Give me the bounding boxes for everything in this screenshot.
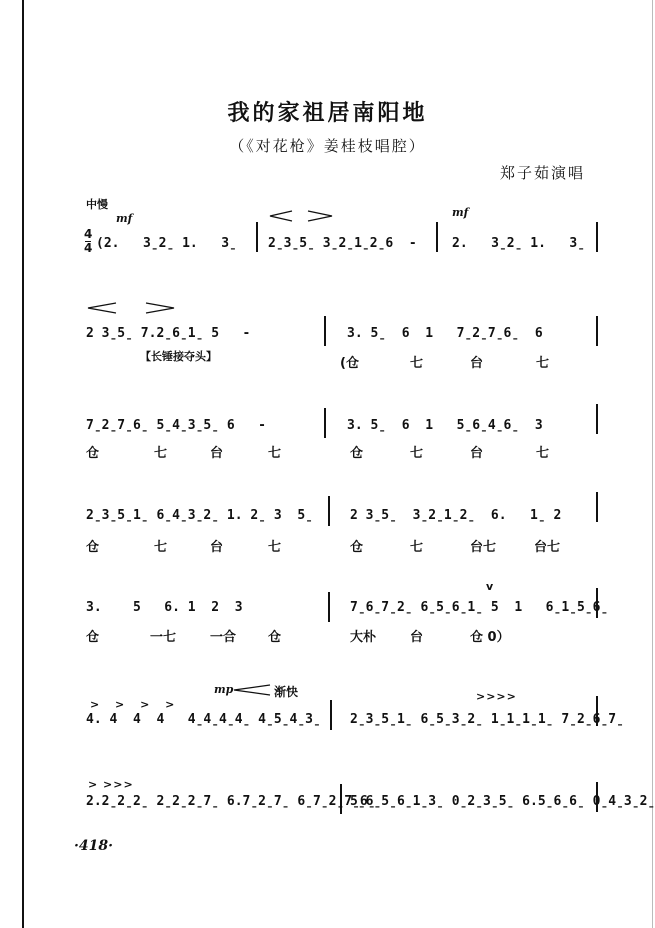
notation-row-7-b: 5̱6̱5̱6̱1̱3̱ 0̱2̱3̱5̱ 6.5̱6̱6̱ 0̱4̱3̱2̱ bbox=[350, 794, 655, 809]
barline-1c bbox=[596, 222, 598, 252]
percussion-syllable: 七 bbox=[154, 446, 168, 461]
percussion-syllable: 仓 bbox=[86, 446, 100, 461]
performer-credit: 郑子茹演唱 bbox=[499, 164, 585, 182]
percussion-syllable: 台 bbox=[470, 446, 484, 461]
percussion-syllable: 七 bbox=[536, 446, 550, 461]
barline-4a bbox=[328, 496, 330, 526]
barline-2b bbox=[596, 316, 598, 346]
percussion-syllable: 七 bbox=[268, 446, 282, 461]
barline-4b bbox=[596, 492, 598, 522]
percussion-syllable: 七 bbox=[536, 356, 550, 371]
percussion-syllable: 七 bbox=[410, 356, 424, 371]
notation-row-3-b: 3. 5̱ 6 1 5̱6̱4̱6̱ 3 bbox=[347, 418, 543, 433]
barline-3b bbox=[596, 404, 598, 434]
page-number: ·418· bbox=[74, 838, 113, 854]
barline-2a bbox=[324, 316, 326, 346]
percussion-syllable: 一合 bbox=[210, 630, 237, 645]
notation-row-2-b: 3. 5̱ 6 1 7̱2̱7̱6̱ 6 bbox=[347, 326, 543, 341]
percussion-syllable: 台七 bbox=[470, 540, 497, 555]
accent-marks-row7: > >>> bbox=[88, 778, 134, 791]
accent-marks-row6-b: >>>> bbox=[476, 690, 517, 703]
barline-1a bbox=[256, 222, 258, 252]
percussion-syllable: (仓 bbox=[340, 356, 359, 371]
percussion-syllable: 一七 bbox=[150, 630, 177, 645]
percussion-syllable: 七 bbox=[410, 540, 424, 555]
notation-row-6-a: 4. 4 4 4 4̱4̱4̱4̱ 4̱5̱4̱3̱ bbox=[86, 712, 321, 727]
percussion-syllable: 仓 0） bbox=[470, 630, 510, 645]
time-signature-bottom: 4 bbox=[84, 241, 93, 255]
notation-row-4-b: 2 3̱5̱ 3̱2̱1̱2̱ 6. 1̱ 2 bbox=[350, 508, 562, 523]
song-subtitle: （《对花枪》姜桂枝唱腔） bbox=[229, 137, 426, 155]
crescendo-decrescendo-2 bbox=[86, 302, 186, 314]
notation-row-5-a: 3. 5 6. 1 2 3 bbox=[86, 600, 243, 615]
percussion-syllable: 仓 bbox=[268, 630, 282, 645]
percussion-syllable: 七 bbox=[410, 446, 424, 461]
percussion-cue: 【长锤接夺头】 bbox=[140, 350, 217, 363]
notation-row-1-b: 2̱3̱5̱ 3̱2̱1̱2̱6 - bbox=[268, 236, 417, 251]
percussion-syllable: 大朴 bbox=[350, 630, 377, 645]
percussion-syllable: 台 bbox=[210, 540, 224, 555]
breath-mark: v bbox=[486, 580, 494, 593]
notation-row-1-c: 2. 3̱2̱ 1. 3̱ bbox=[452, 236, 586, 251]
notation-row-4-a: 2̱3̱5̱1̱ 6̱4̱3̱2̱ 1. 2̱ 3 5̱ bbox=[86, 508, 313, 523]
notation-row-6-b: 2̱3̱5̱1̱ 6̱5̱3̱2̱ 1̱1̱1̱1̱ 7̱2̱6̱7̱ bbox=[350, 712, 624, 727]
barline-6a bbox=[330, 700, 332, 730]
percussion-syllable: 仓 bbox=[350, 446, 364, 461]
song-title: 我的家祖居南阳地 bbox=[227, 101, 428, 126]
time-signature bbox=[84, 228, 92, 255]
dynamic-mf-2: mf bbox=[452, 206, 469, 219]
time-signature-top: 4 bbox=[84, 227, 93, 241]
percussion-syllable: 七 bbox=[154, 540, 168, 555]
percussion-syllable: 七 bbox=[268, 540, 282, 555]
percussion-syllable: 仓 bbox=[350, 540, 364, 555]
barline-1b bbox=[436, 222, 438, 252]
accent-marks-row6-a: > > > > bbox=[90, 698, 181, 711]
percussion-syllable: 台七 bbox=[534, 540, 561, 555]
percussion-syllable: 台 bbox=[210, 446, 224, 461]
tempo-change-marking: 渐快 bbox=[274, 685, 299, 699]
notation-row-2-a: 2 3̱5̱ 7.2̱6̱1̱ 5 - bbox=[86, 326, 251, 341]
barline-3a bbox=[324, 408, 326, 438]
percussion-syllable: 台 bbox=[410, 630, 424, 645]
notation-row-7-a: 2.2̱2̱2̱ 2̱2̱2̱7̱ 6.7̱2̱7̱ 6̱7̱2̱7̱6̱ bbox=[86, 794, 376, 809]
percussion-syllable: 仓 bbox=[86, 630, 100, 645]
notation-row-1-a: (2. 3̱2̱ 1. 3̱ bbox=[96, 236, 237, 251]
percussion-syllable: 台 bbox=[470, 356, 484, 371]
dynamic-mf-1: mf bbox=[116, 212, 133, 225]
crescendo-decrescendo-1 bbox=[268, 210, 348, 222]
dynamic-mp: mp bbox=[214, 683, 234, 696]
notation-row-3-a: 7̱2̱7̱6̱ 5̱4̱3̱5̱ 6 - bbox=[86, 418, 267, 433]
crescendo-hairpin bbox=[232, 684, 272, 696]
tempo-marking: 中慢 bbox=[86, 198, 108, 211]
percussion-syllable: 仓 bbox=[86, 540, 100, 555]
notation-row-5-b: 7̱6̱7̱2̱ 6̱5̱6̱1̱ 5 1 6̱1̱5̱6̱ bbox=[350, 600, 609, 615]
barline-5a bbox=[328, 592, 330, 622]
